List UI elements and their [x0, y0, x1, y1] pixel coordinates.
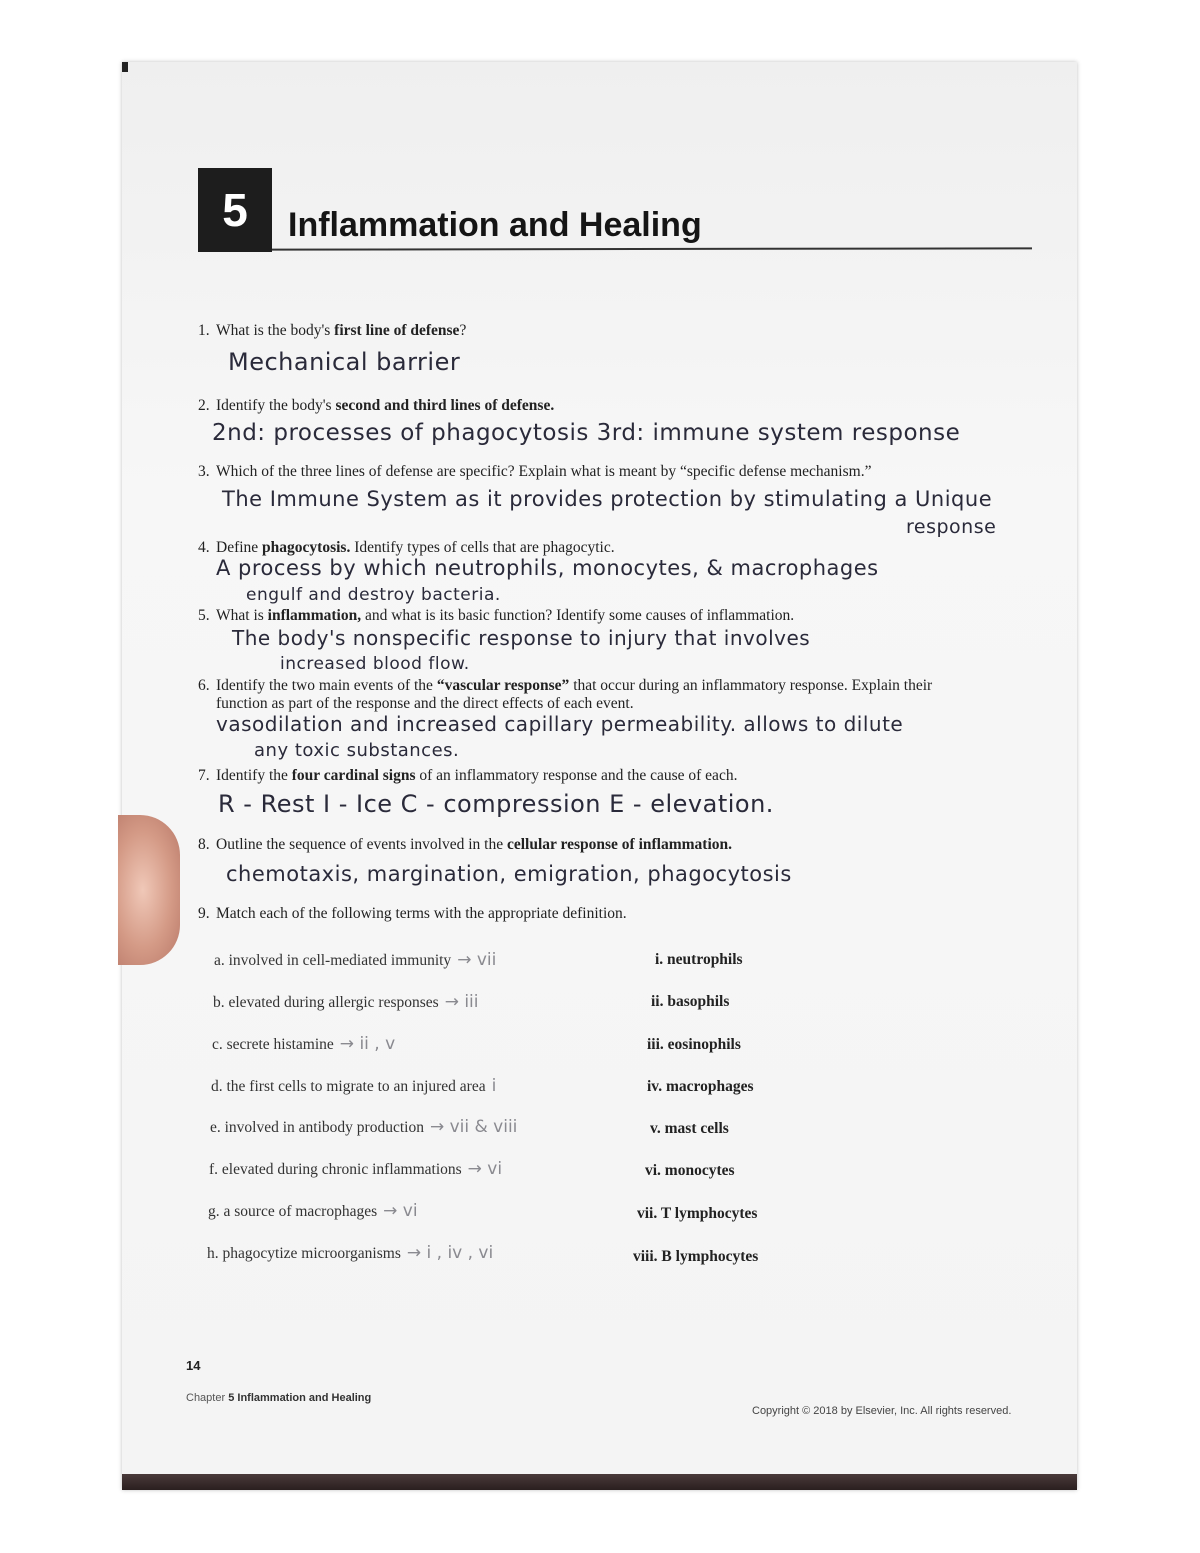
- matching-definition: v. mast cells: [650, 1120, 729, 1137]
- question-text-end: that occur during an inflammatory response. Explain their: [569, 677, 933, 694]
- question-6-continued: [216, 695, 634, 712]
- question-text: Identify the body's: [216, 397, 336, 414]
- handwritten-answer-8: chemotaxis, margination, emigration, phagocytosis: [226, 862, 792, 886]
- handwritten-answer-4: A process by which neutrophils, monocytes, & macrophages: [216, 556, 879, 580]
- question-text: What is the body's: [216, 322, 335, 339]
- question-9: [198, 905, 627, 922]
- question-text: Define: [216, 539, 263, 556]
- question-text-end: and what is its basic function? Identify some causes of inflammation.: [361, 607, 795, 624]
- handwritten-answer-7: R - Rest I - Ice C - compression E - elevation.: [218, 790, 774, 818]
- chapter-title: Inflammation and Healing: [288, 206, 702, 244]
- matching-term: [208, 1201, 418, 1221]
- handwritten-answer-5: The body's nonspecific response to injury that involves: [232, 626, 811, 650]
- matching-term: [207, 1243, 493, 1263]
- handwritten-answer-2: 2nd: processes of phagocytosis 3rd: immune system response: [212, 420, 961, 446]
- matching-term: [212, 1034, 395, 1054]
- question-4: [198, 539, 615, 556]
- term-answer: i: [491, 1076, 497, 1096]
- question-key-term: inflammation,: [267, 607, 362, 624]
- matching-definition: vi. monocytes: [645, 1162, 735, 1179]
- question-number: 2.: [198, 397, 210, 414]
- matching-term: [210, 1117, 517, 1137]
- thumb-photo: [118, 815, 180, 965]
- matching-term: [213, 992, 479, 1012]
- question-number: 6.: [198, 677, 210, 694]
- question-text-end: Identify types of cells that are phagocytic.: [350, 539, 615, 556]
- question-number: 7.: [198, 767, 210, 784]
- term-answer: → vi: [383, 1201, 418, 1221]
- question-number: 8.: [198, 836, 210, 853]
- question-text: What is: [216, 607, 268, 624]
- term-answer: → vi: [467, 1159, 503, 1179]
- question-number: 9.: [198, 905, 210, 922]
- question-text: Which of the three lines of defense are specific? Explain what is meant by “specific defense mechanism.”: [216, 463, 872, 480]
- handwritten-answer-6: vasodilation and increased capillary permeability. allows to dilute: [216, 712, 904, 736]
- term-answer: → vii: [457, 950, 497, 970]
- footer-copyright: Copyright © 2018 by Elsevier, Inc. All rights reserved.: [752, 1405, 1012, 1417]
- page-corner-mark: [122, 62, 128, 72]
- term-answer: → ii , v: [339, 1034, 396, 1054]
- matching-term: [214, 950, 496, 970]
- question-text: function as part of the response and the direct effects of each event.: [216, 695, 634, 712]
- question-key-term: first line of defense: [334, 322, 460, 339]
- chapter-number-box: 5: [198, 168, 272, 252]
- matching-definition: iii. eosinophils: [647, 1036, 741, 1053]
- handwritten-answer-1: Mechanical barrier: [228, 348, 461, 376]
- handwritten-answer-3-cont: response: [906, 516, 997, 538]
- term-text: g. a source of macrophages: [208, 1203, 378, 1220]
- question-number: 1.: [198, 322, 210, 339]
- question-text: Match each of the following terms with the appropriate definition.: [216, 905, 627, 922]
- question-2: [198, 397, 554, 414]
- question-number: 5.: [198, 607, 210, 624]
- matching-definition: i. neutrophils: [655, 951, 743, 968]
- question-key-term: cellular response of inflammation.: [506, 836, 733, 853]
- matching-term: [211, 1076, 496, 1096]
- term-text: c. secrete histamine: [212, 1036, 334, 1053]
- handwritten-answer-3: The Immune System as it provides protection by stimulating a Unique: [222, 487, 993, 511]
- question-text-end: of an inflammatory response and the cause of each.: [415, 767, 738, 784]
- question-text: Identify the two main events of the: [216, 677, 437, 694]
- matching-definition: vii. T lymphocytes: [637, 1205, 758, 1222]
- term-answer: → i , iv , vi: [406, 1243, 494, 1263]
- question-text: Identify the: [216, 767, 292, 784]
- question-key-term: second and third lines of defense.: [335, 397, 555, 414]
- term-text: h. phagocytize microorganisms: [207, 1245, 401, 1262]
- question-number: 4.: [198, 539, 210, 556]
- matching-term: [209, 1159, 502, 1179]
- matching-definition: iv. macrophages: [647, 1078, 754, 1095]
- page-bottom-edge: [122, 1474, 1077, 1490]
- question-key-term: phagocytosis.: [262, 539, 351, 556]
- term-text: f. elevated during chronic inflammations: [209, 1161, 462, 1178]
- footer-chapter-label: [186, 1392, 371, 1404]
- term-answer: → iii: [444, 992, 479, 1012]
- question-3: [198, 463, 871, 480]
- term-text: e. involved in antibody production: [210, 1119, 424, 1136]
- matching-definition: ii. basophils: [651, 993, 730, 1010]
- matching-definition: viii. B lymphocytes: [633, 1248, 759, 1265]
- footer-chapter-num: 5: [228, 1392, 235, 1404]
- question-text-end: ?: [459, 322, 467, 339]
- term-text: d. the first cells to migrate to an injured area: [211, 1078, 486, 1095]
- question-6: [198, 677, 932, 694]
- footer-chapter-title: Inflammation and Healing: [237, 1392, 372, 1404]
- term-text: b. elevated during allergic responses: [213, 994, 439, 1011]
- term-answer: → vii & viii: [429, 1117, 518, 1137]
- question-1: [198, 322, 466, 339]
- handwritten-answer-5-cont: increased blood flow.: [280, 654, 470, 674]
- question-5: [198, 607, 794, 624]
- footer-chapter-prefix: Chapter: [186, 1392, 226, 1404]
- term-text: a. involved in cell-mediated immunity: [214, 952, 452, 969]
- handwritten-answer-6-cont: any toxic substances.: [254, 740, 460, 761]
- question-key-term: “vascular response”: [436, 677, 570, 694]
- handwritten-answer-4-cont: engulf and destroy bacteria.: [246, 585, 501, 605]
- question-8: [198, 836, 732, 853]
- page-number: 14: [186, 1358, 201, 1373]
- question-key-term: four cardinal signs: [291, 767, 416, 784]
- question-text: Outline the sequence of events involved in the: [216, 836, 507, 853]
- question-number: 3.: [198, 463, 210, 480]
- question-7: [198, 767, 737, 784]
